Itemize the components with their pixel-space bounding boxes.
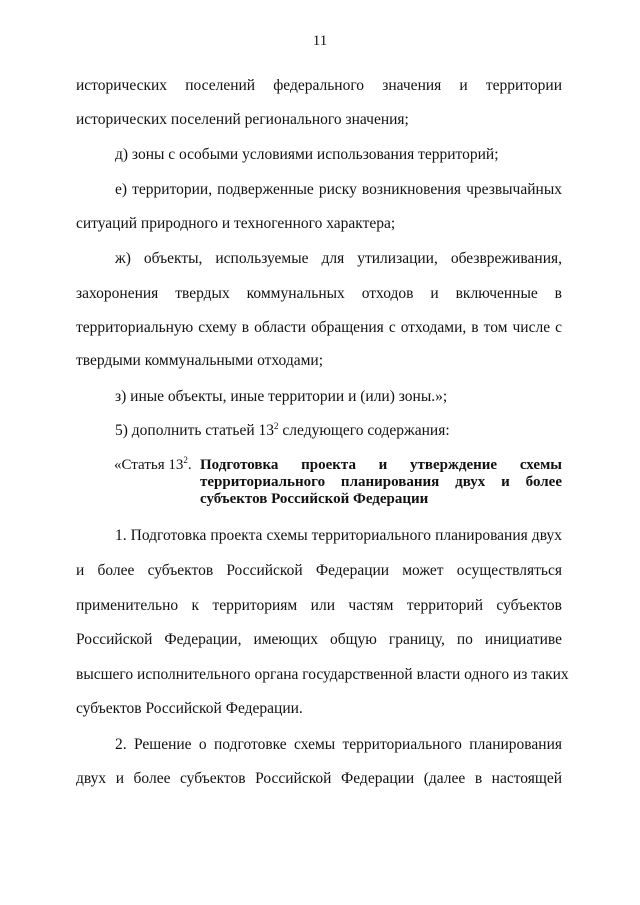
list-item-e: е) территории, подверженные риску возникновения чрезвычайных [115,181,562,198]
list-item-z: з) иные объекты, иные территории и (или) зоны.»; [115,388,448,405]
paragraph-1-line: Российской Федерации, имеющих общую границу, по инициативе [76,631,562,648]
paragraph-2-line: двух и более субъектов Российской Федерации (далее в настоящей [76,770,562,787]
list-item-5 [115,422,562,440]
article-title-line: Подготовка проекта и утверждение схемы [200,457,562,473]
article-number: «Статья $13^2$. [114,455,192,473]
paragraph-1-line: применительно к территориям или частям территорий субъектов [76,597,562,614]
item5-tail: следующего содержания: [278,422,450,439]
item5-sup: 2 [274,421,279,431]
page-number: 11 [312,33,328,49]
text-line: исторических поселений федерального значения и территории [76,77,562,94]
list-item-d: д) зоны с особыми условиями использования территорий; [115,146,499,163]
list-item-zh: ж) объекты, используемые для утилизации, обезвреживания, [115,250,562,267]
item5-text: 5) дополнить статьей 13 [115,422,275,439]
article-title-line: территориального планирования двух и более [200,474,562,490]
text-line: захоронения твердых коммунальных отходов и включенные в [76,285,562,302]
paragraph-1-line: субъектов Российской Федерации. [76,700,303,717]
paragraph-1-line: высшего исполнительного органа государственной власти одного из таких [76,666,569,683]
paragraph-1-line: и более субъектов Российской Федерации может осуществляться [76,562,562,579]
text-line: территориальную схему в области обращения с отходами, в том числе с [76,319,562,336]
paragraph-2-line: 2. Решение о подготовке схемы территориального планирования [115,736,562,753]
article-title-line: субъектов Российской Федерации [200,491,429,507]
article-title [200,457,562,508]
paragraph-1-line: 1. Подготовка проекта схемы территориального планирования двух [115,527,562,544]
text-line: исторических поселений регионального значения; [76,111,409,128]
text-line: твердыми коммунальными отходами; [76,352,324,369]
text-line: ситуаций природного и техногенного характера; [76,215,396,232]
